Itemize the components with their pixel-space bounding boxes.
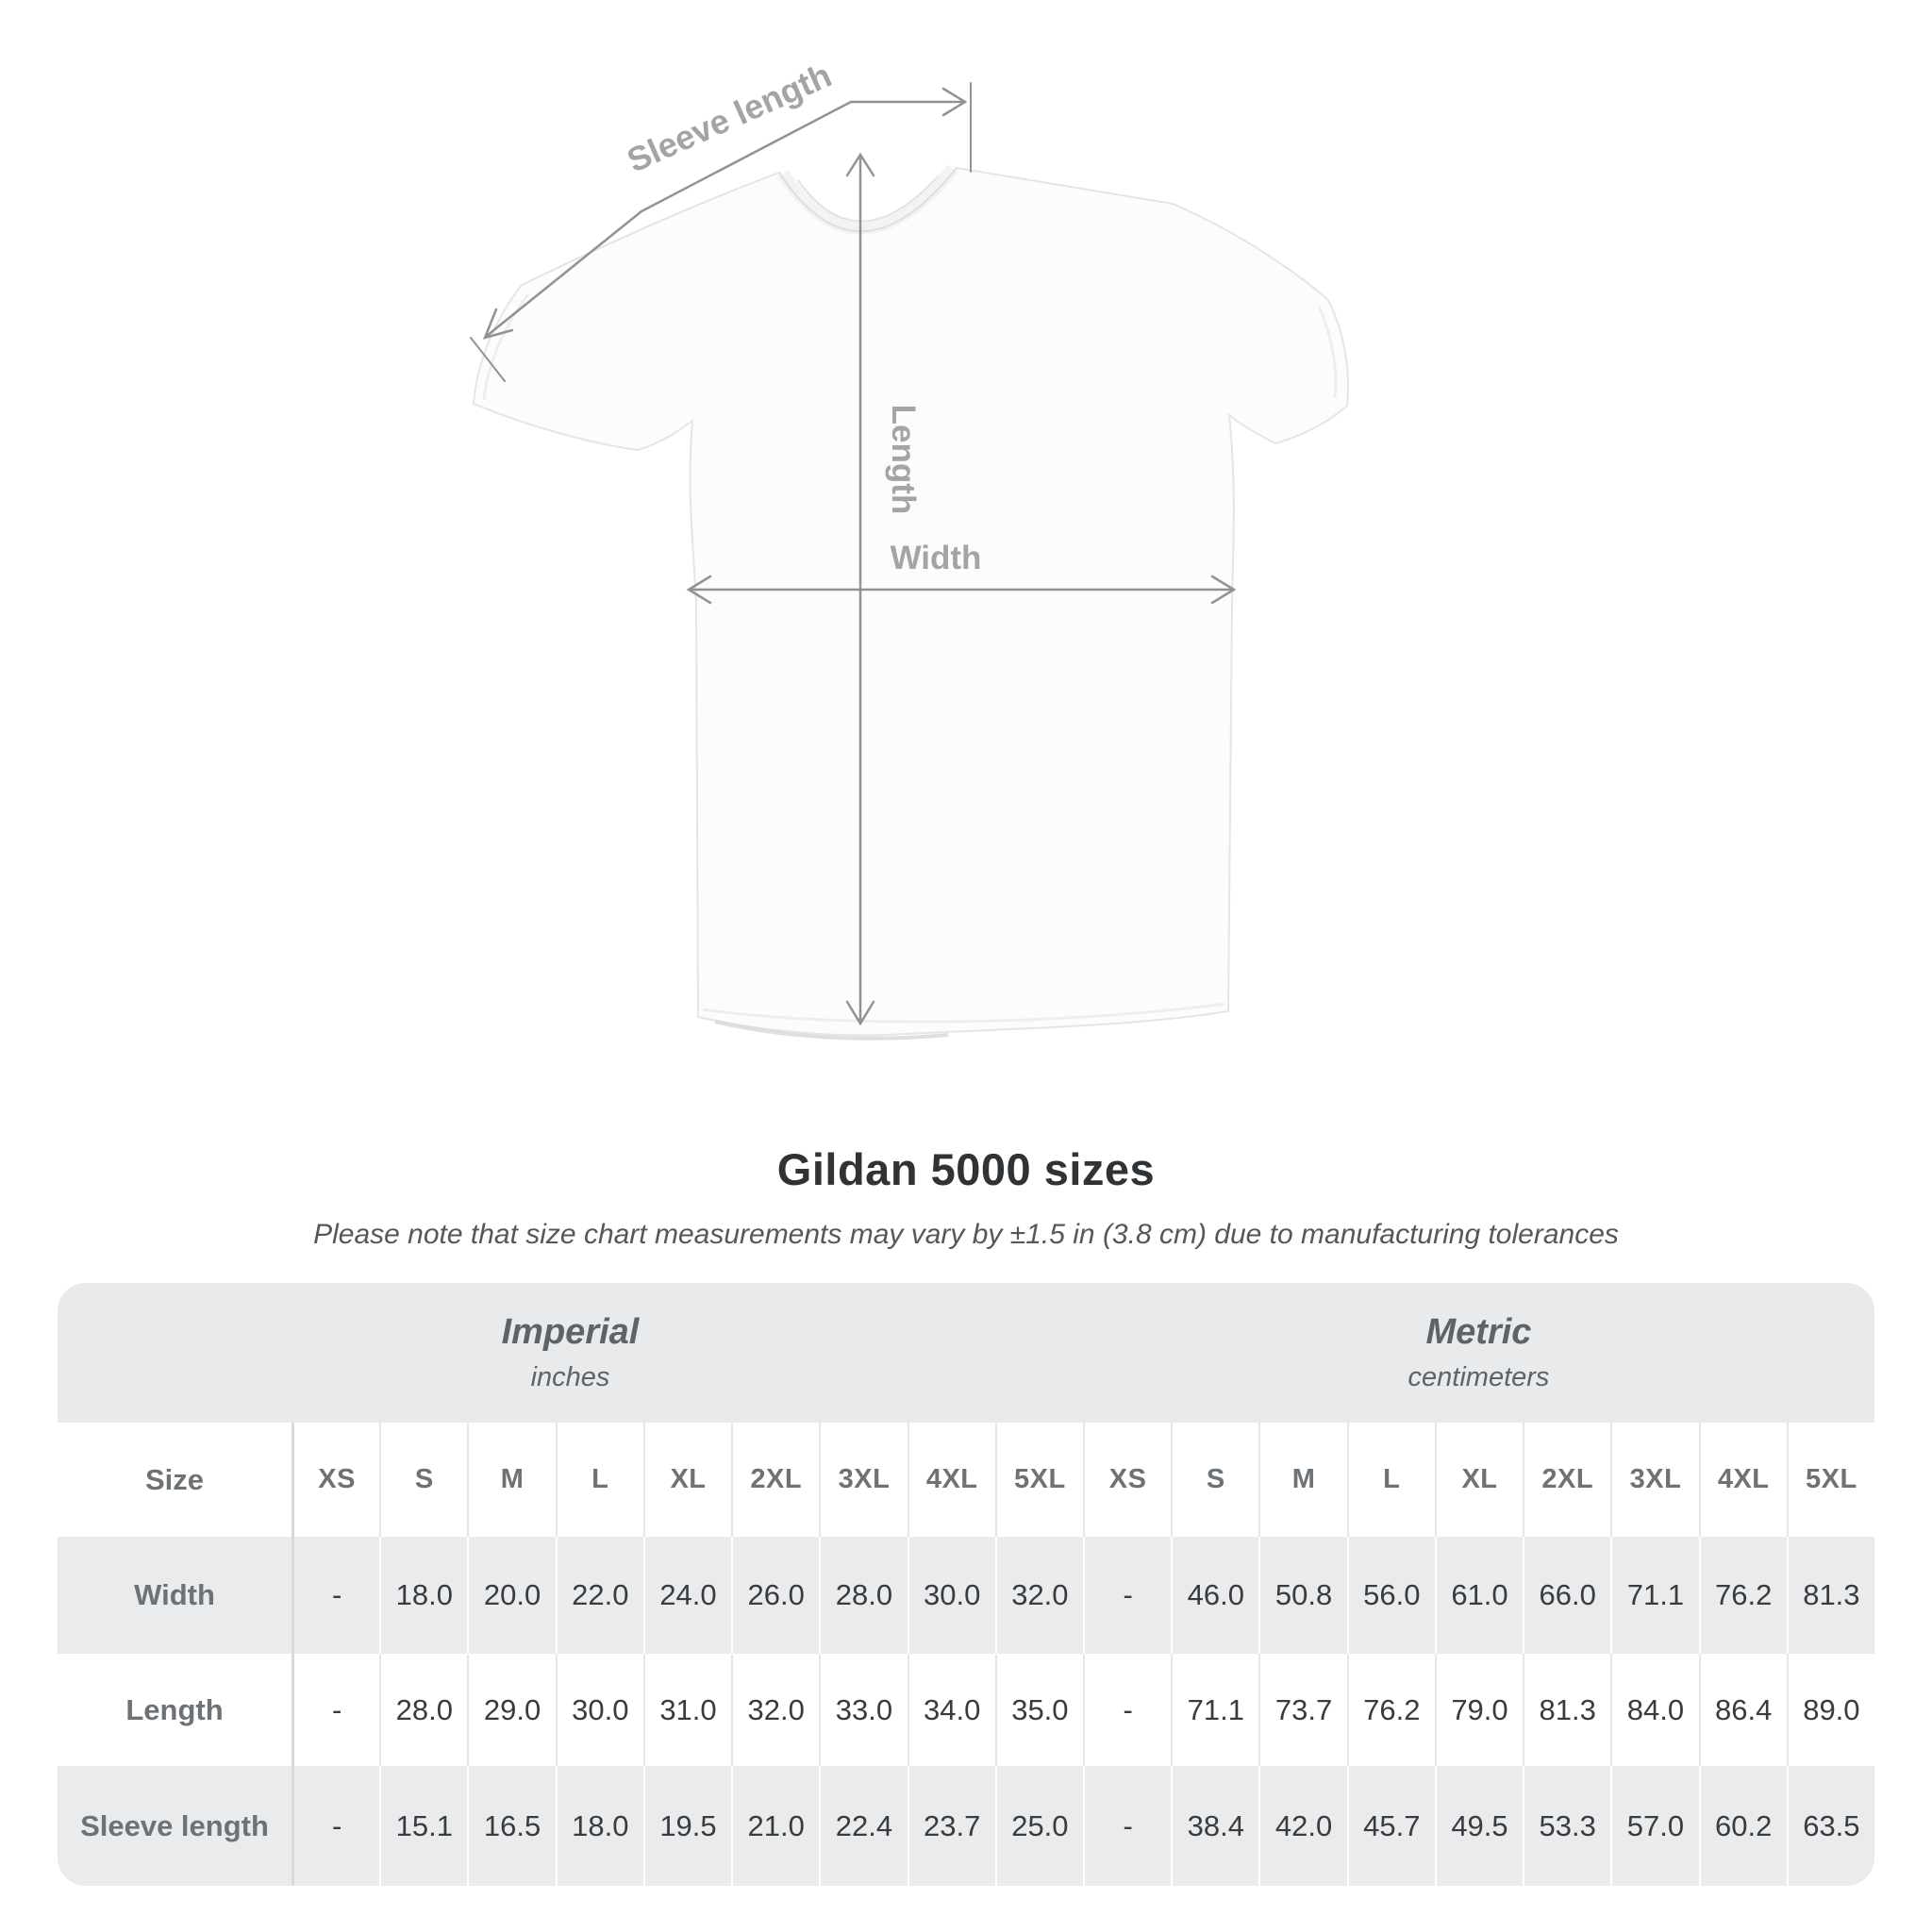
- value-cell: 32.0: [995, 1537, 1083, 1654]
- size-header-imperial-2xl: 2XL: [731, 1423, 819, 1537]
- tshirt-graphic: [474, 168, 1348, 1039]
- unit-group-imperial: [58, 1283, 1083, 1423]
- value-cell: 63.5: [1787, 1766, 1874, 1886]
- size-header-metric-l: L: [1347, 1423, 1435, 1537]
- value-cell: 25.0: [995, 1766, 1083, 1886]
- width-label: Width: [890, 540, 982, 576]
- tshirt-body: [474, 168, 1348, 1035]
- size-header-imperial-5xl: 5XL: [995, 1423, 1083, 1537]
- value-cell: 79.0: [1435, 1654, 1523, 1766]
- page-subtitle: Please note that size chart measurements may vary by ±1.5 in (3.8 cm) due to manufacturing tolerances: [313, 1219, 1619, 1250]
- value-cell: 16.5: [467, 1766, 555, 1886]
- size-header-metric-m: M: [1258, 1423, 1346, 1537]
- value-cell: 20.0: [467, 1537, 555, 1654]
- size-header-imperial-s: S: [379, 1423, 467, 1537]
- value-cell: 73.7: [1258, 1654, 1346, 1766]
- value-cell: 71.1: [1610, 1537, 1698, 1654]
- value-cell: 28.0: [379, 1654, 467, 1766]
- metric-label: Metric: [1425, 1312, 1532, 1352]
- value-cell: 46.0: [1171, 1537, 1258, 1654]
- value-cell: 18.0: [379, 1537, 467, 1654]
- value-cell: 32.0: [731, 1654, 819, 1766]
- size-header-imperial-m: M: [467, 1423, 555, 1537]
- value-cell: 84.0: [1610, 1654, 1698, 1766]
- value-cell: 33.0: [819, 1654, 907, 1766]
- value-cell: 49.5: [1435, 1766, 1523, 1886]
- value-cell: 45.7: [1347, 1766, 1435, 1886]
- row-label-sleeve-length: Sleeve length: [58, 1766, 291, 1886]
- size-header-imperial-xl: XL: [643, 1423, 731, 1537]
- size-header-imperial-3xl: 3XL: [819, 1423, 907, 1537]
- size-header-metric-s: S: [1171, 1423, 1258, 1537]
- size-header-metric-2xl: 2XL: [1523, 1423, 1610, 1537]
- value-cell: 76.2: [1347, 1654, 1435, 1766]
- size-table: [58, 1283, 1874, 1886]
- value-cell: 30.0: [556, 1654, 643, 1766]
- value-cell: 22.4: [819, 1766, 907, 1886]
- value-cell: 61.0: [1435, 1537, 1523, 1654]
- row-label-length: Length: [125, 1692, 224, 1726]
- size-header-metric-xs: XS: [1083, 1423, 1171, 1537]
- size-header-metric-xl: XL: [1435, 1423, 1523, 1537]
- value-cell: 35.0: [995, 1654, 1083, 1766]
- value-cell: 60.2: [1699, 1766, 1787, 1886]
- value-cell: 42.0: [1258, 1766, 1346, 1886]
- value-cell: -: [291, 1766, 379, 1886]
- size-header-imperial-xs: XS: [291, 1423, 379, 1537]
- sleeve-length-label: Sleeve length: [621, 55, 838, 180]
- value-cell: 19.5: [643, 1766, 731, 1886]
- value-cell: 53.3: [1523, 1766, 1610, 1886]
- length-label: Length: [885, 404, 922, 515]
- value-cell: -: [291, 1537, 379, 1654]
- size-header-metric-5xl: 5XL: [1787, 1423, 1874, 1537]
- value-cell: 34.0: [908, 1654, 995, 1766]
- value-cell: 24.0: [643, 1537, 731, 1654]
- value-cell: 57.0: [1610, 1766, 1698, 1886]
- value-cell: 26.0: [731, 1537, 819, 1654]
- value-cell: 66.0: [1523, 1537, 1610, 1654]
- size-header-imperial-l: L: [556, 1423, 643, 1537]
- value-cell: 23.7: [908, 1766, 995, 1886]
- value-cell: 81.3: [1787, 1537, 1874, 1654]
- value-cell: 22.0: [556, 1537, 643, 1654]
- value-cell: 56.0: [1347, 1537, 1435, 1654]
- page-title: Gildan 5000 sizes: [776, 1144, 1156, 1194]
- size-column-header: Size: [144, 1462, 205, 1496]
- value-cell: 38.4: [1171, 1766, 1258, 1886]
- value-cell: 81.3: [1523, 1654, 1610, 1766]
- value-cell: 28.0: [819, 1537, 907, 1654]
- imperial-sublabel: inches: [530, 1362, 610, 1392]
- value-cell: 86.4: [1699, 1654, 1787, 1766]
- row-label-width: Width: [58, 1537, 291, 1654]
- imperial-label: Imperial: [501, 1312, 640, 1352]
- value-cell: 21.0: [731, 1766, 819, 1886]
- size-header-imperial-4xl: 4XL: [908, 1423, 995, 1537]
- value-cell: 15.1: [379, 1766, 467, 1886]
- value-cell: 89.0: [1787, 1654, 1874, 1766]
- value-cell: -: [291, 1654, 379, 1766]
- metric-sublabel: centimeters: [1407, 1362, 1550, 1392]
- value-cell: 29.0: [467, 1654, 555, 1766]
- value-cell: 31.0: [643, 1654, 731, 1766]
- size-header-metric-4xl: 4XL: [1699, 1423, 1787, 1537]
- value-cell: -: [1083, 1654, 1171, 1766]
- value-cell: 50.8: [1258, 1537, 1346, 1654]
- size-header-metric-3xl: 3XL: [1610, 1423, 1698, 1537]
- unit-group-metric: [1083, 1283, 1874, 1423]
- value-cell: -: [1083, 1766, 1171, 1886]
- value-cell: 76.2: [1699, 1537, 1787, 1654]
- value-cell: 18.0: [556, 1766, 643, 1886]
- value-cell: 30.0: [908, 1537, 995, 1654]
- value-cell: -: [1083, 1537, 1171, 1654]
- value-cell: 71.1: [1171, 1654, 1258, 1766]
